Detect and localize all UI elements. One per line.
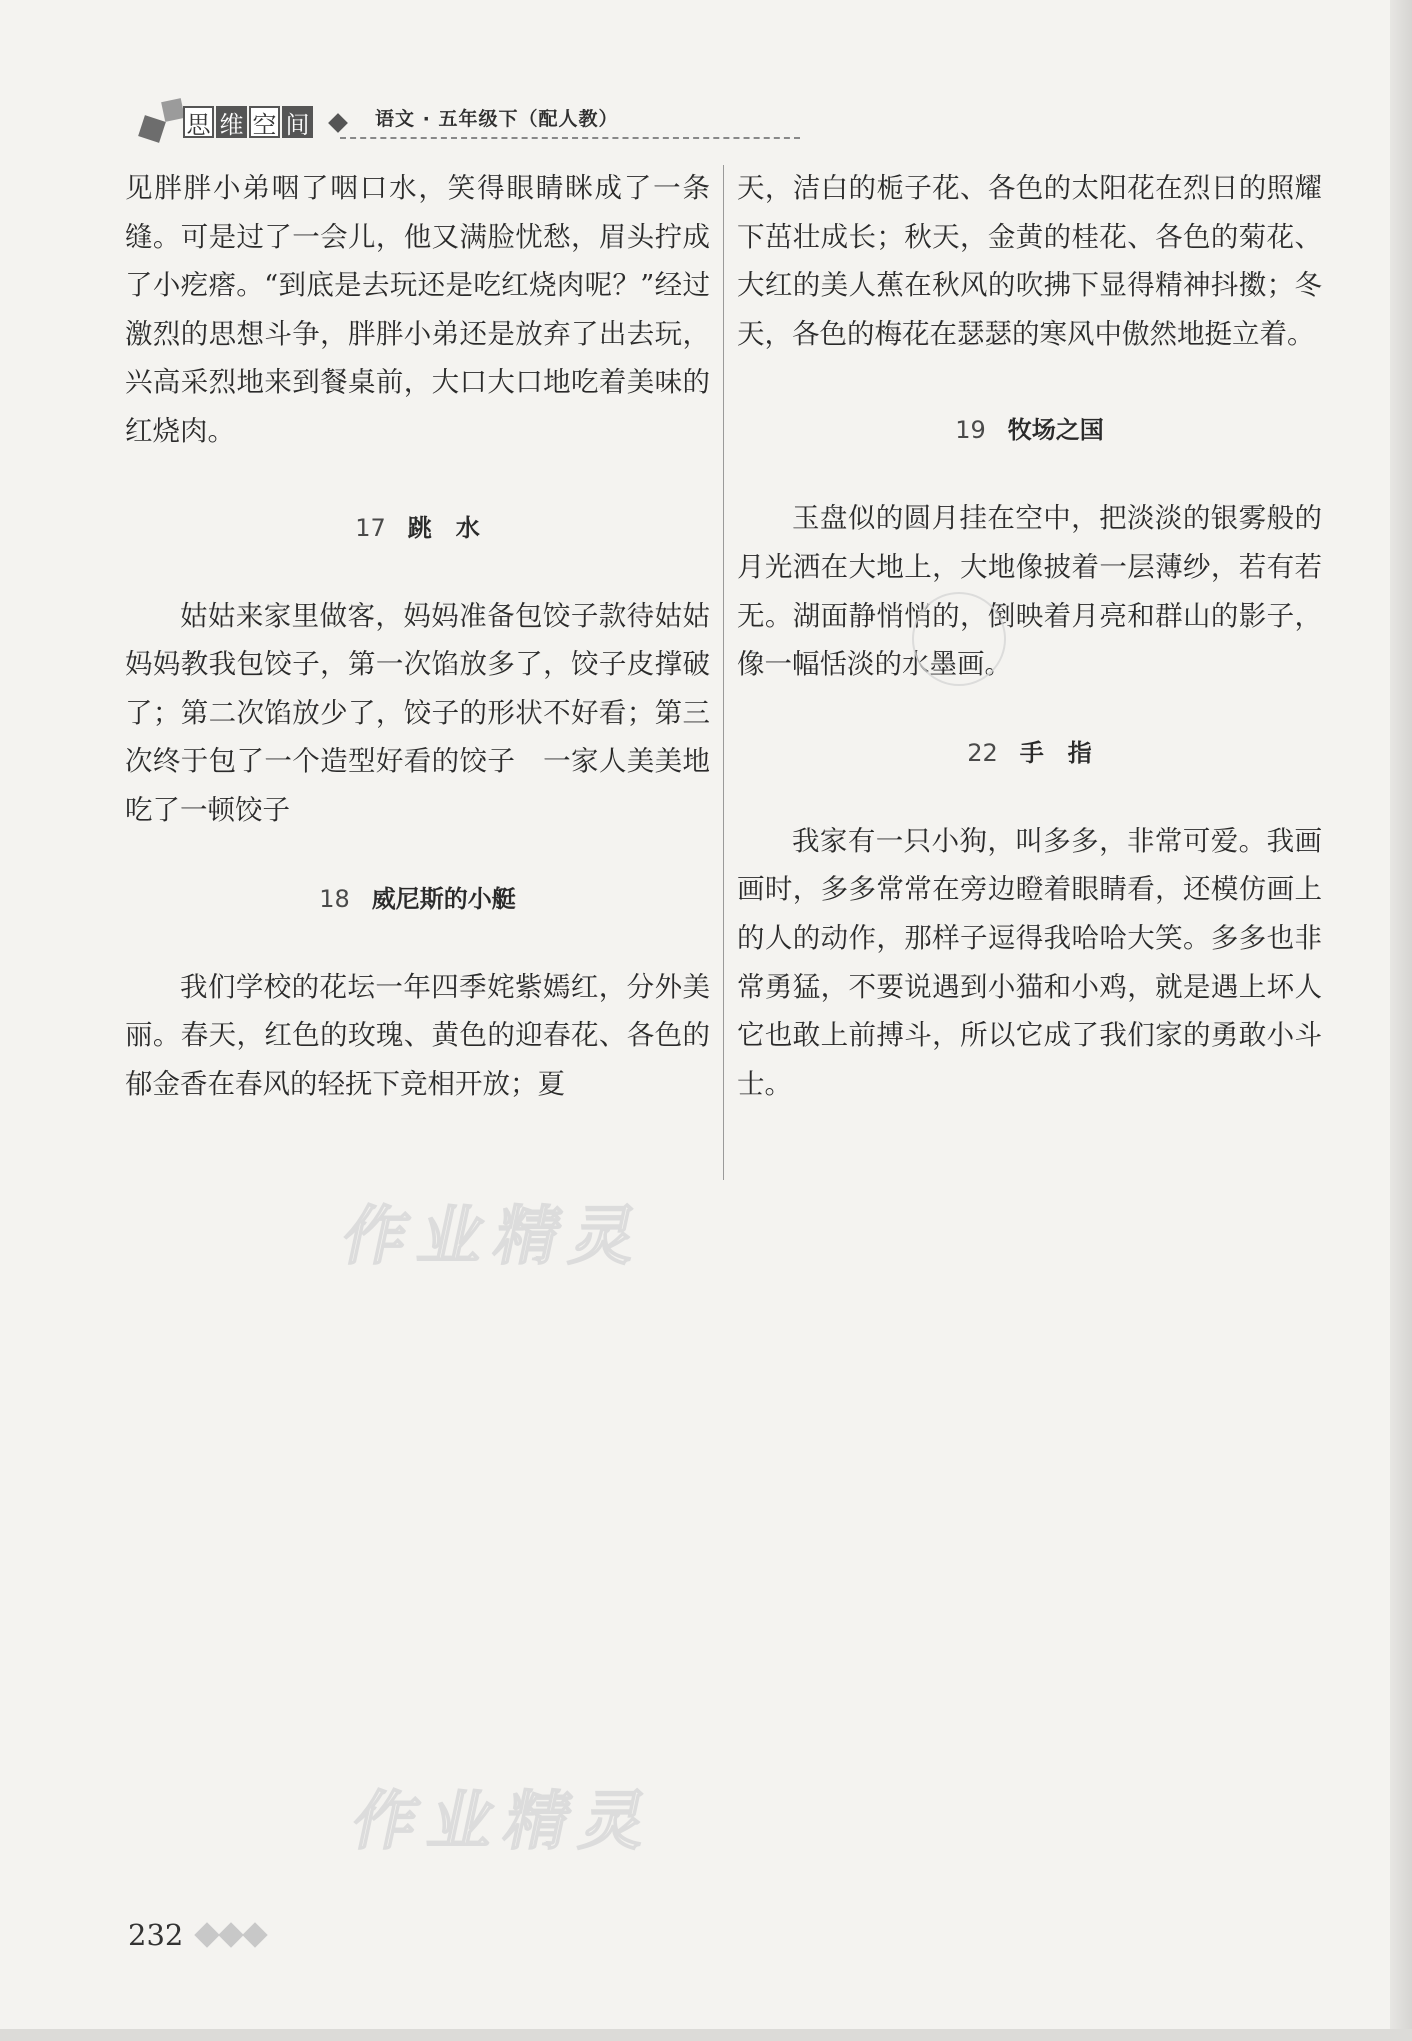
page-bottom-edge bbox=[0, 2029, 1412, 2041]
page-edge bbox=[1390, 0, 1412, 2041]
series-logo bbox=[183, 106, 313, 138]
subject-label: 语文 · 五年级下（配人教） bbox=[375, 108, 619, 130]
section-heading: 威尼斯的小艇 bbox=[371, 884, 516, 913]
section-title bbox=[125, 504, 710, 552]
decor-cube-icon bbox=[138, 115, 166, 143]
diamond-icon bbox=[194, 1922, 219, 1947]
intro-paragraph: 见胖胖小弟咽了咽口水，笑得眼睛眯成了一条缝。可是过了一会儿，他又满脸忧愁，眉头拧成了小疙瘩。“到底是去玩还是吃红烧肉呢？”经过激烈的思想斗争，胖胖小弟还是放弃了出去玩，兴高采烈地来到餐桌前，大口大口地吃着美味的红烧肉。 bbox=[125, 172, 710, 447]
page-header bbox=[135, 92, 675, 152]
section-number: 18 bbox=[319, 884, 350, 913]
section-heading: 手 指 bbox=[1019, 738, 1092, 767]
section-heading: 牧场之国 bbox=[1007, 416, 1104, 445]
logo-char: 思 bbox=[183, 106, 214, 138]
logo-char: 空 bbox=[249, 106, 280, 138]
watermark-stamp bbox=[912, 592, 1006, 686]
section-heading: 跳 水 bbox=[407, 513, 480, 542]
diamond-icon bbox=[242, 1922, 267, 1947]
right-column bbox=[737, 164, 1322, 1108]
watermark: 作业精灵 bbox=[345, 1785, 666, 1859]
column-divider bbox=[723, 165, 724, 1180]
watermark: 作业精灵 bbox=[335, 1200, 656, 1274]
answer-paragraph: 我们学校的花坛一年四季姹紫嫣红，分外美丽。春天，红色的玫瑰、黄色的迎春花、各色的郁金香在春风的轻抚下竞相开放；夏 bbox=[125, 970, 710, 1100]
answer-paragraph: 玉盘似的圆月挂在空中，把淡淡的银雾般的月光洒在大地上，大地像披着一层薄纱，若有若无。湖面静悄悄的，倒映着月亮和群山的影子，像一幅恬淡的水墨画。 bbox=[737, 502, 1322, 681]
section-number: 19 bbox=[955, 416, 986, 445]
header-rule bbox=[340, 137, 800, 139]
section-title bbox=[737, 729, 1322, 777]
left-column bbox=[125, 164, 738, 1108]
diamond-icon bbox=[218, 1922, 243, 1947]
logo-char: 间 bbox=[282, 106, 313, 138]
section-title bbox=[125, 875, 710, 923]
answer-paragraph-continued: 天，洁白的栀子花、各色的太阳花在烈日的照耀下茁壮成长；秋天，金黄的桂花、各色的菊花、大红的美人蕉在秋风的吹拂下显得精神抖擞；冬天，各色的梅花在瑟瑟的寒风中傲然地挺立着。 bbox=[737, 172, 1322, 350]
page-number: 232 bbox=[128, 1918, 184, 1952]
answer-paragraph: 我家有一只小狗，叫多多，非常可爱。我画画时，多多常常在旁边瞪着眼睛看，还模仿画上的人的动作，那样子逗得我哈哈大笑。多多也非常勇猛，不要说遇到小猫和小鸡，就是遇上坏人它也敢上前搏斗，所以它成了我们家的勇敢小斗士。 bbox=[737, 824, 1322, 1100]
decor-cube-icon bbox=[161, 98, 185, 122]
diamond-icon bbox=[328, 113, 348, 133]
section-number: 22 bbox=[967, 738, 998, 767]
logo-char: 维 bbox=[216, 106, 247, 138]
answer-paragraph: 姑姑来家里做客，妈妈准备包饺子款待姑姑 妈妈教我包饺子，第一次馅放多了，饺子皮撑破了；第二次馅放少了，饺子的形状不好看；第三次终于包了一个造型好看的饺子 一家人美美地吃了一顿饺子 bbox=[125, 599, 738, 826]
section-title bbox=[737, 406, 1322, 454]
section-number: 17 bbox=[355, 513, 386, 542]
